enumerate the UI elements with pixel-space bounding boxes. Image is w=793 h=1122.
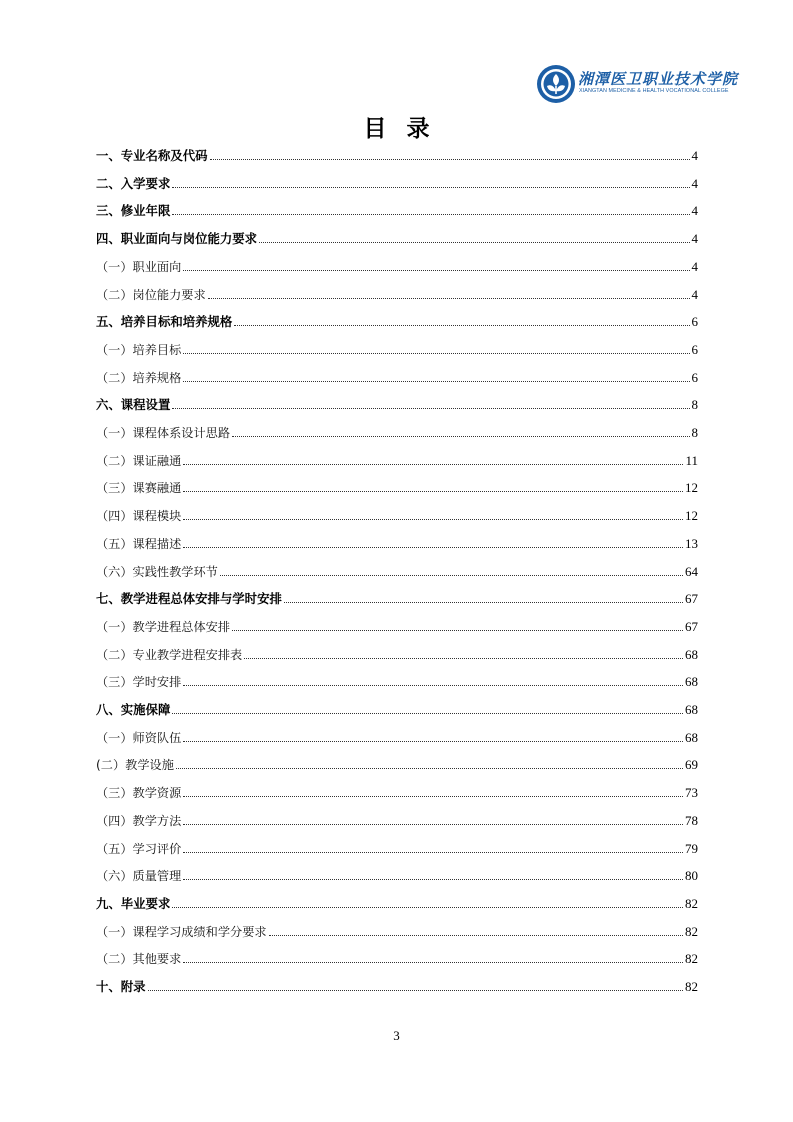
toc-entry-label: 四、职业面向与岗位能力要求 [96,231,258,247]
toc-entry-page: 73 [685,785,698,801]
toc-entry-label: 九、毕业要求 [96,895,171,911]
toc-entry-page: 4 [691,231,698,247]
college-logo [536,64,739,104]
toc-entry[interactable] [96,393,698,413]
toc-entry-page: 82 [685,979,698,994]
toc-entry-page: 80 [685,868,698,884]
toc-entry[interactable] [96,643,698,663]
toc-entry[interactable] [96,892,698,912]
toc-entry[interactable] [96,199,698,219]
toc-entry[interactable] [96,560,698,580]
toc-dot-leader [172,214,689,215]
toc-entry[interactable] [96,255,698,275]
toc-dot-leader [183,685,683,686]
college-name-en: XIANGTAN MEDICINE & HEALTH VOCATIONAL COLLEGE [579,88,729,94]
toc-dot-leader [220,575,683,576]
toc-entry[interactable] [96,338,698,358]
toc-dot-leader [183,464,683,465]
toc-entry-label: （六）质量管理 [96,869,182,884]
toc-entry-page: 8 [691,397,698,413]
toc-entry[interactable] [96,172,698,192]
toc-dot-leader [148,990,683,991]
toc-dot-leader [183,962,683,963]
toc-entry-page: 4 [691,203,698,219]
toc-entry[interactable] [96,283,698,303]
toc-dot-leader [269,935,683,936]
toc-entry[interactable] [96,421,698,441]
toc-dot-leader [210,159,690,160]
toc-entry-page: 13 [685,535,698,551]
toc-dot-leader [183,381,689,382]
toc-entry-page: 6 [691,341,698,357]
toc-entry-label: （二）课证融通 [96,453,182,468]
toc-entry-page: 8 [691,425,698,440]
toc-entry-label: 五、培养目标和培养规格 [96,314,233,330]
toc-entry-label: （一）师资队伍 [96,730,182,745]
college-emblem-icon [536,64,576,104]
toc-entry-page: 6 [691,314,698,330]
toc-dot-leader [183,879,683,880]
toc-entry-label: （五）学习评价 [96,841,182,856]
toc-entry-page: 68 [685,729,698,745]
toc-entry[interactable] [96,670,698,690]
toc-entry[interactable] [96,532,698,552]
toc-dot-leader [183,547,683,548]
toc-entry-page: 68 [685,702,698,717]
toc-dot-leader [183,491,683,492]
toc-entry-label: （三）课赛融通 [96,481,182,496]
toc-entry[interactable] [96,449,698,469]
toc-dot-leader [244,658,683,659]
toc-entry-label: （一）教学进程总体安排 [96,619,231,634]
toc-dot-leader [284,602,683,603]
toc-entry[interactable] [96,366,698,386]
toc-entry[interactable] [96,227,698,247]
toc-dot-leader [183,270,689,271]
toc-entry[interactable] [96,864,698,884]
toc-entry[interactable] [96,504,698,524]
toc-entry[interactable] [96,947,698,967]
toc-entry-page: 6 [691,369,698,385]
toc-entry-label: (二）教学设施 [96,758,174,773]
toc-dot-leader [183,353,689,354]
toc-dot-leader [183,796,683,797]
toc-entry-page: 4 [691,148,698,163]
toc-dot-leader [234,325,689,326]
toc-dot-leader [259,242,689,243]
toc-entry-page: 79 [685,840,698,856]
toc-dot-leader [183,824,683,825]
toc-entry[interactable] [96,476,698,496]
toc-entry[interactable] [96,310,698,330]
toc-entry-label: （四）教学方法 [96,813,182,828]
toc-entry-page: 82 [685,923,698,939]
toc-entry-page: 78 [685,812,698,828]
toc-entry-page: 12 [685,480,698,496]
toc-dot-leader [172,187,689,188]
toc-dot-leader [176,768,683,769]
toc-entry-page: 64 [685,563,698,579]
toc-entry-label: （一）课程学习成绩和学分要求 [96,924,267,939]
toc-entry[interactable] [96,809,698,829]
toc-entry[interactable] [96,726,698,746]
toc-entry[interactable] [96,698,698,718]
toc-entry[interactable] [96,837,698,857]
toc-entry-label: （一）职业面向 [96,259,182,274]
toc-entry-label: 七、教学进程总体安排与学时安排 [96,591,282,607]
toc-entry[interactable] [96,753,698,773]
toc-entry[interactable] [96,144,698,164]
toc-dot-leader [172,713,683,714]
toc-entry[interactable] [96,615,698,635]
toc-entry-label: （三）学时安排 [96,675,182,690]
toc-entry-page: 67 [685,618,698,634]
college-name-cn: 湘潭医卫职业技术学院 [578,70,739,88]
toc-dot-leader [172,907,683,908]
toc-entry-label: 一、专业名称及代码 [96,148,208,163]
toc-entry-label: 二、入学要求 [96,175,171,191]
toc-entry-page: 4 [691,286,698,302]
toc-entry-label: （六）实践性教学环节 [96,564,218,579]
toc-entry-page: 68 [685,674,698,690]
toc-entry-page: 67 [685,591,698,607]
toc-dot-leader [208,298,690,299]
toc-entry-page: 4 [691,258,698,274]
toc-entry[interactable] [96,781,698,801]
toc-entry-page: 4 [691,175,698,191]
toc-entry[interactable] [96,920,698,940]
toc-dot-leader [183,741,683,742]
toc-entry-label: （四）课程模块 [96,509,182,524]
toc-entry-label: （三）教学资源 [96,786,182,801]
toc-entry-label: （二）其他要求 [96,952,182,967]
toc-entry-label: 八、实施保障 [96,702,171,717]
toc-entry-label: （一）课程体系设计思路 [96,426,231,440]
page-number: 3 [393,1028,400,1043]
page-title: 目录 [363,116,450,142]
toc-entry-label: （二）岗位能力要求 [96,287,206,302]
toc-entry-page: 12 [685,508,698,524]
toc-entry[interactable] [96,975,698,995]
toc-entry-page: 11 [685,452,698,468]
toc-dot-leader [232,436,689,437]
toc-entry-page: 82 [685,951,698,967]
toc-entry-label: 六、课程设置 [96,397,171,413]
toc-entry-label: （五）课程描述 [96,536,182,551]
toc-entry-label: （二）培养规格 [96,370,182,385]
toc-entry-page: 68 [685,646,698,662]
toc-entry-page: 82 [685,895,698,911]
toc-entry-label: 十、附录 [96,979,146,994]
toc-entry-page: 69 [685,757,698,773]
toc-dot-leader [183,852,683,853]
toc-dot-leader [183,519,683,520]
toc-entry-label: （一）培养目标 [96,342,182,357]
toc-entry-label: 三、修业年限 [96,203,171,219]
toc-dot-leader [232,630,683,631]
toc-entry[interactable] [96,587,698,607]
toc-entry-label: （二）专业教学进程安排表 [96,647,243,662]
toc-dot-leader [172,408,689,409]
